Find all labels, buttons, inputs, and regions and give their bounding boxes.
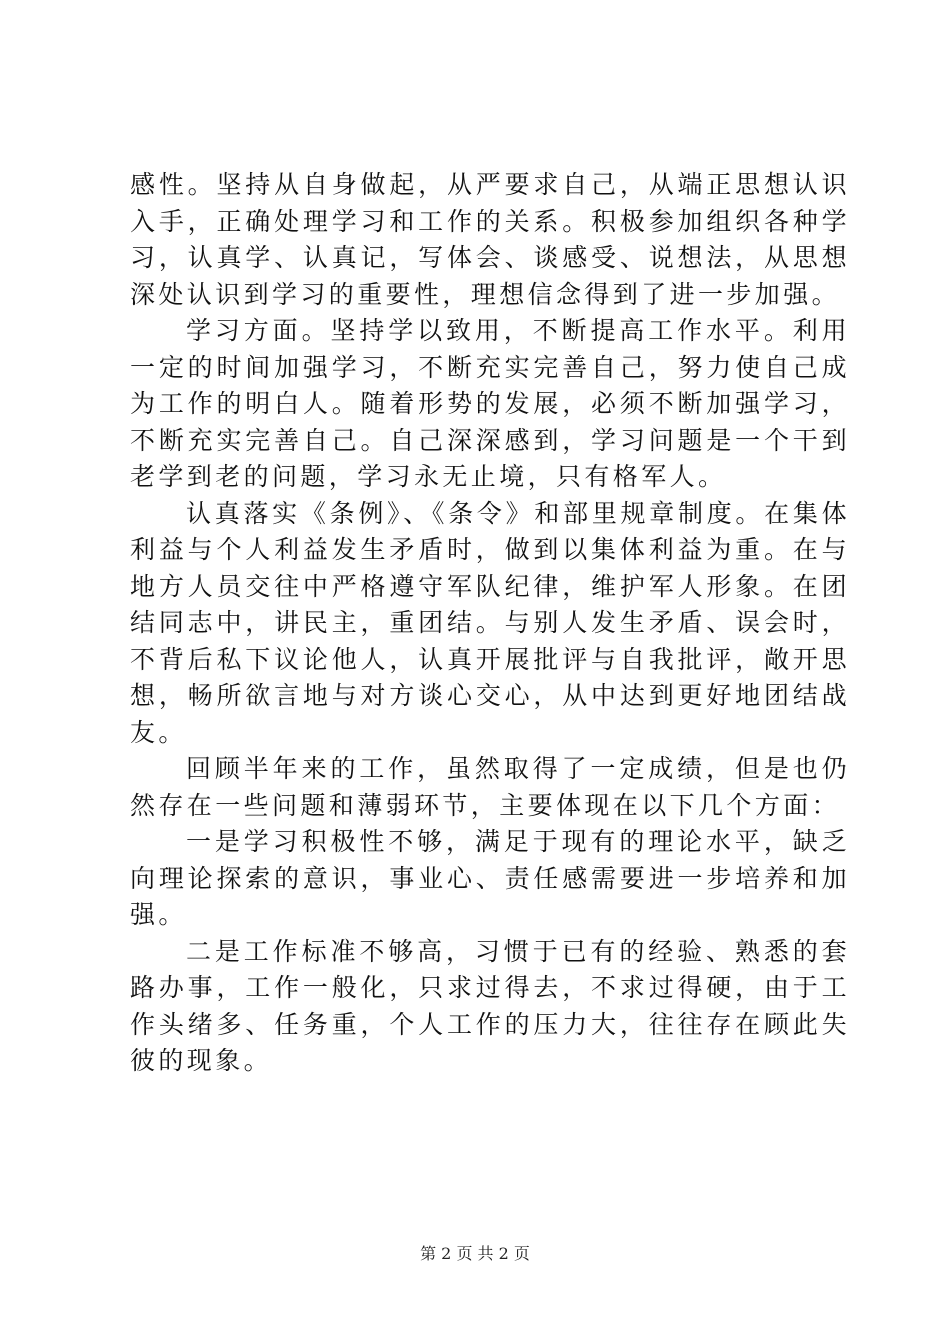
page-number-label: 第 2 页 共 2 页: [420, 1244, 530, 1263]
paragraph-issue-two: 二是工作标准不够高，习惯于已有的经验、熟悉的套路办事，工作一般化，只求过得去，不求过得硬，由于工作头绪多、任务重，个人工作的压力大，往往存在顾此失彼的现象。: [130, 936, 850, 1075]
paragraph-regulations: 认真落实《条例》、《条令》和部里规章制度。在集体利益与个人利益发生矛盾时，做到以集体利益为重。在与地方人员交往中严格遵守军队纪律，维护军人形象。在团结同志中，讲民主，重团结。与别人发生矛盾、误会时，不背后私下议论他人，认真开展批评与自我批评，敞开思想，畅所欲言地与对方谈心交心，从中达到更好地团结战友。: [130, 498, 850, 747]
paragraph-study: 学习方面。坚持学以致用，不断提高工作水平。利用一定的时间加强学习，不断充实完善自己，努力使自己成为工作的明白人。随着形势的发展，必须不断加强学习，不断充实完善自己。自己深深感到，学习问题是一个干到老学到老的问题，学习永无止境，只有格军人。: [130, 316, 850, 491]
page-footer: [0, 1244, 950, 1264]
paragraph-issue-one: 一是学习积极性不够，满足于现有的理论水平，缺乏向理论探索的意识，事业心、责任感需要进一步培养和加强。: [130, 827, 850, 929]
document-body: [130, 167, 850, 1080]
paragraph-continuation: 感性。坚持从自身做起，从严要求自己，从端正思想认识入手，正确处理学习和工作的关系。积极参加组织各种学习，认真学、认真记，写体会、谈感受、说想法，从思想深处认识到学习的重要性，理想信念得到了进一步加强。: [130, 170, 850, 309]
paragraph-review: 回顾半年来的工作，虽然取得了一定成绩，但是也仍然存在一些问题和薄弱环节，主要体现在以下几个方面：: [130, 754, 850, 820]
